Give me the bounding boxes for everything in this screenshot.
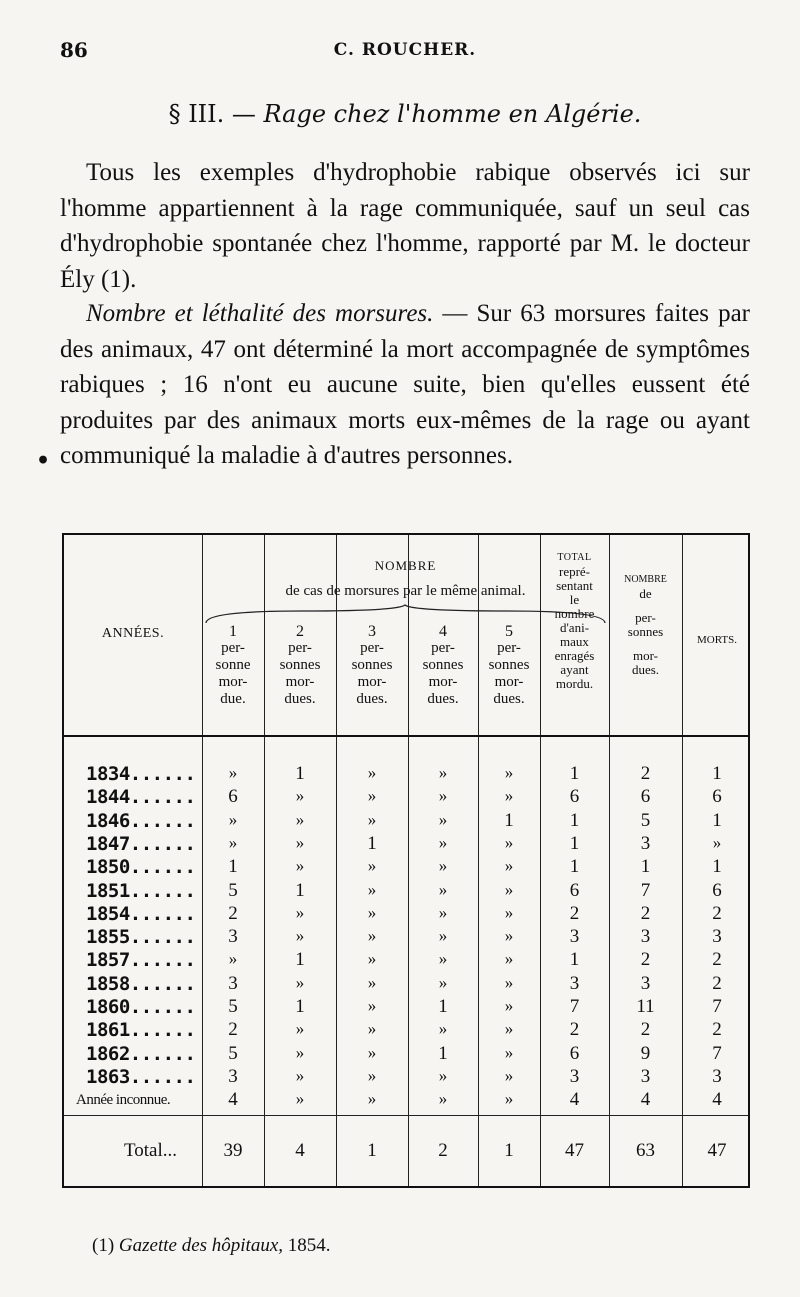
table-cell: » [438, 949, 448, 969]
subheader-line: due. [220, 691, 246, 707]
header-morts: MORTS. [697, 634, 737, 646]
table-cell: » [367, 856, 377, 876]
table-cell: 2 [640, 763, 651, 784]
subheader-line: dues. [284, 691, 316, 707]
total-cell: 1 [504, 1140, 514, 1161]
table-cell: 3 [640, 1065, 651, 1087]
table-cell: 7 [569, 996, 580, 1017]
section-number: § III. [168, 100, 225, 128]
table-cell: 1 [295, 879, 305, 901]
table-cell: » [295, 926, 305, 946]
section-title [60, 100, 750, 128]
table-cell: » [228, 832, 238, 852]
subheader-line: per- [431, 640, 455, 656]
subheader-line: per- [288, 640, 312, 656]
table-cell: » [295, 1019, 305, 1039]
table-row-year: 1855...... [86, 926, 196, 949]
header-mordues-line: de [639, 586, 652, 601]
header-total-line: maux [560, 634, 589, 649]
header-mordues-line: sonnes [627, 624, 664, 639]
table-cell: 3 [640, 972, 651, 994]
table-cell: 3 [569, 972, 580, 994]
table-cell: » [504, 879, 514, 899]
table-cell: 4 [712, 1089, 722, 1111]
table-cell: » [438, 763, 448, 782]
paragraph-lead: Nombre et léthalité des morsures. [86, 300, 434, 327]
table-cell: » [438, 1065, 448, 1085]
table-cell: » [228, 809, 238, 829]
table-cell: 1 [228, 856, 238, 878]
table-cell: 5 [228, 879, 238, 901]
paragraph-intro: Tous les exemples d'hydrophobie rabique observés ici sur l'homme appartiennent à la rage communiquée, sauf un seul cas d'hydrophobie spontanée chez l'homme, rapporté par M. le docteur Ély (1). [60, 159, 750, 293]
table-cell: » [438, 972, 448, 992]
section-heading: Rage chez l'homme en Algérie. [263, 100, 642, 128]
table-cell: » [438, 879, 448, 899]
table-row-year: Année inconnue. [76, 1092, 171, 1109]
total-label: Total... [124, 1140, 178, 1161]
table-cell: 4 [569, 1089, 580, 1111]
table-cell: » [438, 902, 448, 922]
table-cell: 6 [712, 786, 722, 808]
table-cell: » [295, 1089, 305, 1109]
table-cell: » [367, 763, 377, 782]
page-number: 86 [60, 38, 88, 62]
header-total-line: TOTAL [557, 552, 592, 563]
subheader-line: sonne [215, 657, 251, 673]
table-cell: 2 [712, 902, 722, 924]
header-mordues-line: per- [635, 610, 656, 625]
header-mordues-line: dues. [631, 662, 660, 677]
table-cell: » [295, 902, 305, 922]
header-total-line: ayant [560, 662, 589, 677]
header-annees: ANNÉES. [101, 626, 165, 641]
table-cell: 2 [640, 1019, 651, 1041]
table-cell: 1 [295, 949, 305, 971]
header-mordues-line: NOMBRE [624, 574, 667, 585]
table-cell: » [504, 902, 514, 922]
header-mordues [609, 573, 682, 677]
table-row-year: 1858...... [86, 972, 196, 995]
table-cell: » [438, 1019, 448, 1039]
table-cell: » [504, 763, 514, 782]
table-cell: » [367, 1019, 377, 1039]
total-cell: 63 [636, 1140, 655, 1161]
table-cell: 3 [228, 1065, 238, 1087]
table-row-year: 1861...... [86, 1019, 196, 1042]
total-cell: 47 [565, 1140, 584, 1161]
header-mordues-line: mor- [632, 648, 658, 663]
table-cell: » [295, 832, 305, 852]
table-cell: 6 [228, 786, 238, 808]
header-total-line: enragés [554, 648, 595, 663]
table-cell: 1 [438, 996, 448, 1017]
table-cell: » [438, 1089, 448, 1109]
table-cell: 1 [569, 949, 580, 971]
table-cell: 9 [640, 1042, 651, 1064]
table-cell: » [367, 972, 377, 992]
table-cell: 6 [569, 879, 580, 901]
table-cell: 2 [712, 1019, 722, 1041]
table-cell: » [367, 1089, 377, 1109]
table-cell: » [438, 809, 448, 829]
header-nombre-sub: de cas de morsures par le même animal. [285, 583, 526, 599]
table-cell: » [367, 996, 377, 1015]
subheader-line: 5 [505, 623, 513, 640]
subheader-line: 1 [229, 623, 237, 640]
subheader-line: dues. [356, 691, 388, 707]
table-cell: » [504, 832, 514, 852]
header-total-line: sentant [556, 578, 593, 593]
table-cell: 2 [228, 902, 238, 924]
subheader-line: sonnes [488, 657, 530, 673]
table-cell: 3 [712, 926, 722, 948]
table-cell: 2 [569, 1019, 580, 1041]
table-cell: 1 [569, 832, 580, 854]
table-row-year: 1834...... [86, 763, 196, 785]
table-cell: » [367, 786, 377, 806]
footnote-year: 1854. [287, 1235, 331, 1256]
table-cell: » [367, 926, 377, 946]
table-cell: 3 [569, 926, 580, 948]
table-cell: 2 [712, 949, 722, 971]
table-cell: » [712, 832, 722, 852]
header-total [540, 551, 609, 691]
table-cell: 3 [640, 832, 651, 854]
table-cell: » [228, 949, 238, 969]
table-cell: » [295, 809, 305, 829]
subheader-line: mor- [428, 674, 458, 690]
header-total-line: mordu. [555, 676, 594, 691]
table-cell: » [504, 1042, 514, 1062]
subheader-line: sonnes [351, 657, 393, 673]
table-cell: 11 [636, 996, 655, 1017]
table-cell: 1 [712, 763, 722, 784]
table-row-year: 1854...... [86, 902, 196, 925]
table-row-year: 1846...... [86, 809, 196, 832]
table-cell: » [228, 763, 238, 782]
table-cell: 1 [640, 856, 651, 878]
table-cell: » [367, 1065, 377, 1085]
table-cell: 6 [640, 786, 651, 808]
table-cell: 4 [228, 1089, 238, 1111]
margin-mark: • [36, 448, 51, 474]
total-cell: 4 [295, 1140, 305, 1161]
table-cell: 6 [569, 786, 580, 808]
paragraph-body: — Sur 63 morsures faites par des animaux, 47 ont déterminé la mort accompagnée de symptômes rabiques ; 16 n'ont eu aucune suite, bien qu'elles eussent été produites par des animaux morts eux-mêmes de la rage ou ayant communiqué la maladie à d'autres personnes. [60, 300, 750, 469]
total-cell: 2 [438, 1140, 448, 1161]
table-cell: 1 [295, 763, 305, 784]
subheader-line: sonnes [422, 657, 464, 673]
subheader-line: 3 [368, 623, 376, 640]
table-cell: 3 [569, 1065, 580, 1087]
total-rule [64, 1115, 748, 1116]
table-cell: 7 [712, 996, 722, 1017]
subheader-line: dues. [493, 691, 525, 707]
table-cell: 1 [569, 763, 580, 784]
table-cell: » [504, 996, 514, 1015]
table-cell: 1 [712, 809, 722, 831]
table-row-year: 1850...... [86, 856, 196, 879]
subheader-line: per- [221, 640, 245, 656]
subheader-col-5 [478, 623, 540, 708]
table-row-year: 1860...... [86, 996, 196, 1018]
table-cell: 1 [367, 832, 377, 854]
table-cell: » [295, 972, 305, 992]
table-row-year: 1862...... [86, 1042, 196, 1065]
subheader-line: mor- [285, 674, 315, 690]
footnote-marker: (1) [92, 1235, 115, 1256]
table-cell: » [504, 1019, 514, 1039]
subheader-line: mor- [357, 674, 387, 690]
subheader-line: per- [497, 640, 521, 656]
header-nombre: NOMBRE [374, 558, 437, 573]
table-cell: » [295, 1042, 305, 1062]
table-cell: 4 [640, 1089, 651, 1111]
subheader-line: dues. [427, 691, 459, 707]
table-cell: 1 [569, 856, 580, 878]
section-dash: — [231, 100, 256, 128]
table-cell: » [504, 949, 514, 969]
table-cell: 3 [712, 1065, 722, 1087]
table-cell: 6 [569, 1042, 580, 1064]
table-row-year: 1847...... [86, 832, 196, 855]
table-cell: 6 [712, 879, 722, 901]
header-total-line: le [569, 592, 580, 607]
table-row-year: 1851...... [86, 879, 196, 902]
paragraph-morsures [60, 296, 750, 474]
table-cell: » [504, 786, 514, 806]
table-cell: 2 [228, 1019, 238, 1041]
subheader-col-1 [202, 623, 264, 708]
table-cell: » [367, 879, 377, 899]
table-cell: 5 [228, 1042, 238, 1064]
table-cell: 7 [640, 879, 651, 901]
table-cell: 7 [712, 1042, 722, 1064]
table-row-year: 1863...... [86, 1065, 196, 1088]
table-row-year: 1857...... [86, 949, 196, 972]
table-row-year: 1844...... [86, 786, 196, 809]
subheader-line: 4 [439, 623, 447, 640]
table-cell: » [504, 972, 514, 992]
total-cell: 47 [707, 1140, 727, 1161]
morsures-table [62, 533, 750, 1188]
table-cell: 2 [640, 902, 651, 924]
table-cell: » [504, 1089, 514, 1109]
header-total-line: d'ani- [559, 620, 590, 635]
table-cell: » [295, 856, 305, 876]
table-cell: » [367, 949, 377, 969]
table-cell: 5 [228, 996, 238, 1017]
table-cell: 1 [712, 856, 722, 878]
table-cell: 1 [569, 809, 580, 831]
subheader-col-2 [264, 623, 336, 708]
table-cell: 1 [438, 1042, 448, 1064]
table-cell: 3 [640, 926, 651, 948]
table-cell: 2 [640, 949, 651, 971]
table-cell: » [367, 902, 377, 922]
table-cell: » [367, 809, 377, 829]
footnote [92, 1235, 331, 1257]
table-cell: 3 [228, 972, 238, 994]
total-cell: 39 [223, 1140, 243, 1161]
subheader-line: per- [360, 640, 384, 656]
table-cell: 3 [228, 926, 238, 948]
subheader-line: mor- [494, 674, 524, 690]
table-cell: » [367, 1042, 377, 1062]
total-cell: 1 [367, 1140, 377, 1161]
table-cell: 5 [640, 809, 651, 831]
table-cell: » [438, 926, 448, 946]
header-rule [64, 735, 748, 737]
table-cell: » [504, 856, 514, 876]
header-total-line: repré- [558, 564, 591, 579]
subheader-line: sonnes [279, 657, 321, 673]
subheader-line: mor- [218, 674, 248, 690]
table-cell: » [504, 1065, 514, 1085]
table-cell: 2 [569, 902, 580, 924]
table-cell: 1 [504, 809, 514, 831]
table-cell: » [504, 926, 514, 946]
running-author: C. ROUCHER. [333, 40, 477, 60]
table-cell: » [438, 786, 448, 806]
header-total-line: nombre [554, 606, 595, 621]
table-cell: » [295, 1065, 305, 1085]
table-cell: 2 [712, 972, 722, 994]
subheader-col-3 [336, 623, 408, 708]
table-cell: 1 [295, 996, 305, 1017]
table-cell: » [438, 856, 448, 876]
running-header [60, 30, 750, 66]
footnote-source: Gazette des hôpitaux, [118, 1235, 284, 1256]
subheader-line: 2 [296, 623, 304, 640]
subheader-col-4 [408, 623, 478, 708]
table-cell: » [438, 832, 448, 852]
table-cell: » [295, 786, 305, 806]
